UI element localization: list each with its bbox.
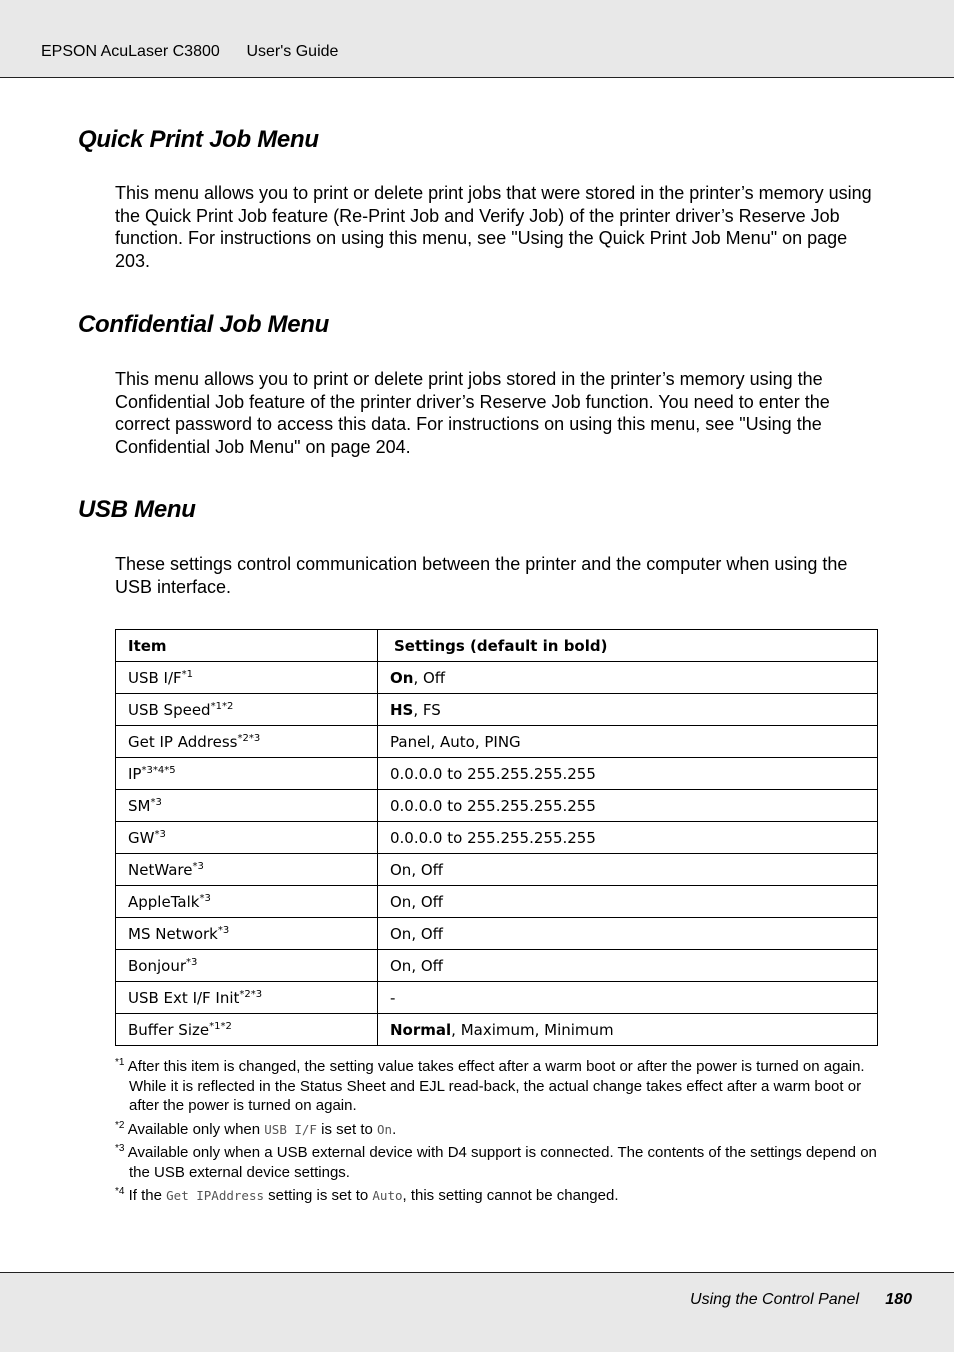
usb-settings-table [115, 629, 878, 1046]
table-row [116, 918, 878, 950]
item-name: USB Ext I/F Init [128, 988, 240, 1007]
footnote-ref: *3 [154, 828, 166, 840]
item-name: SM [128, 796, 151, 815]
page-number: 180 [885, 1291, 912, 1308]
cell-settings [378, 1014, 878, 1046]
code-on: On [377, 1121, 393, 1137]
table-row [116, 1014, 878, 1046]
footnote-ref: *1*2 [209, 1020, 232, 1032]
default-value: HS [390, 700, 414, 719]
item-name: IP [128, 764, 142, 783]
footnote-text: If the [128, 1187, 167, 1204]
cell-item [116, 822, 378, 854]
footer-section-title: Using the Control Panel [690, 1291, 859, 1308]
column-header-settings: Settings (default in bold) [378, 630, 878, 662]
table-row [116, 694, 878, 726]
footnote-ref: *3 [150, 796, 162, 808]
footnote-text: . [392, 1120, 397, 1138]
header-guide: User's Guide [246, 43, 339, 60]
cell-item [116, 662, 378, 694]
item-name: MS Network [128, 924, 218, 943]
table-row [116, 726, 878, 758]
other-values: On, Off [390, 892, 443, 911]
page-header [0, 0, 954, 78]
cell-item [116, 982, 378, 1014]
header-product: EPSON AcuLaser C3800 [41, 43, 220, 60]
footnote-text: After this item is changed, the setting value takes effect after a warm boot or after the power is turned on again. While it is reflected in the Status Sheet and EJL read-back, the actual change takes effect after a warm boot or after the power is turned on again. [127, 1058, 865, 1114]
other-values: On, Off [390, 956, 443, 975]
cell-settings [378, 694, 878, 726]
footnote-ref: *2*3 [239, 988, 263, 1000]
other-values: On, Off [390, 924, 443, 943]
item-name: Get IP Address [128, 732, 238, 751]
item-name: Bonjour [128, 956, 186, 975]
table-row [116, 950, 878, 982]
table-header-row [116, 630, 878, 662]
cell-item [116, 1014, 378, 1046]
table-row [116, 790, 878, 822]
footnote-text: Available only when a USB external device with D4 support is connected. The contents of the settings depend on the USB external device settings. [127, 1144, 877, 1181]
item-name: AppleTalk [128, 892, 200, 911]
cell-settings [378, 918, 878, 950]
page-footer [0, 1272, 954, 1352]
default-value: On [390, 668, 414, 687]
footnote-ref: *3 [192, 860, 204, 872]
other-values: 0.0.0.0 to 255.255.255.255 [390, 828, 596, 847]
other-values: , Off [413, 668, 446, 687]
cell-item [116, 918, 378, 950]
cell-settings [378, 982, 878, 1014]
other-values: On, Off [390, 860, 443, 879]
code-auto: Auto [372, 1188, 403, 1203]
code-usb-if: USB I/F [264, 1121, 317, 1137]
heading-confidential-job-menu: Confidential Job Menu [78, 311, 330, 338]
other-values: 0.0.0.0 to 255.255.255.255 [390, 796, 596, 815]
paragraph-usb-menu: These settings control communication between the printer and the computer when using the USB interface. [115, 554, 848, 597]
footnote-1 [115, 1057, 877, 1116]
footnote-text: is set to [316, 1120, 377, 1138]
cell-settings [378, 822, 878, 854]
table-body [116, 662, 878, 1046]
other-values: 0.0.0.0 to 255.255.255.255 [390, 764, 596, 783]
other-values: Panel, Auto, PING [390, 732, 521, 751]
table-row [116, 822, 878, 854]
item-name: NetWare [128, 860, 193, 879]
footnote-3 [115, 1143, 877, 1182]
footnote-4 [115, 1186, 877, 1206]
footnote-ref: *3 [199, 892, 211, 904]
item-name: Buffer Size [128, 1020, 210, 1039]
cell-settings [378, 950, 878, 982]
table-row [116, 982, 878, 1014]
column-header-item: Item [116, 630, 378, 662]
footnote-text: setting is set to [264, 1187, 373, 1204]
footnote-text: , this setting cannot be changed. [402, 1187, 619, 1204]
table-row [116, 854, 878, 886]
item-name: USB Speed [128, 700, 211, 719]
footnote-text: Available only when [127, 1120, 265, 1138]
cell-settings [378, 854, 878, 886]
table-row [116, 758, 878, 790]
paragraph-confidential-job: This menu allows you to print or delete print jobs stored in the printer’s memory using the Confidential Job feature of the printer driver’s Reserve Job function. You need to enter the correct password to access this data. For instructions on using this menu, see "Using the Confidential Job Menu" on page 204. [115, 369, 830, 457]
default-value: Normal [390, 1020, 452, 1039]
code-get-ipaddress: Get IPAddress [166, 1188, 264, 1203]
cell-item [116, 694, 378, 726]
cell-item [116, 854, 378, 886]
footnote-mark: *1 [115, 1057, 125, 1068]
cell-settings [378, 886, 878, 918]
other-values: - [390, 988, 396, 1007]
footnote-ref: *3 [186, 956, 198, 968]
footnote-2 [115, 1120, 877, 1140]
footnote-ref: *1 [181, 668, 194, 680]
footnote-mark: *3 [115, 1143, 125, 1154]
footnote-mark: *4 [115, 1186, 125, 1197]
other-values: , FS [413, 700, 441, 719]
cell-item [116, 726, 378, 758]
footnote-mark: *2 [115, 1119, 125, 1131]
cell-item [116, 758, 378, 790]
cell-settings [378, 662, 878, 694]
cell-settings [378, 758, 878, 790]
footnotes [115, 1057, 877, 1210]
item-name: USB I/F [128, 668, 182, 687]
cell-settings [378, 790, 878, 822]
cell-item [116, 950, 378, 982]
footnote-ref: *3*4*5 [141, 764, 176, 776]
cell-item [116, 790, 378, 822]
footnote-ref: *2*3 [237, 732, 261, 744]
cell-settings [378, 726, 878, 758]
footnote-ref: *1*2 [210, 700, 234, 712]
item-name: GW [128, 828, 155, 847]
heading-usb-menu: USB Menu [78, 496, 196, 523]
table-row [116, 662, 878, 694]
header-title [41, 43, 338, 61]
other-values: , Maximum, Minimum [451, 1020, 614, 1039]
cell-item [116, 886, 378, 918]
heading-quick-print-job-menu: Quick Print Job Menu [78, 126, 319, 153]
table-row [116, 886, 878, 918]
footnote-ref: *3 [217, 924, 230, 936]
paragraph-quick-print-job: This menu allows you to print or delete print jobs that were stored in the printer’s memory using the Quick Print Job feature (Re-Print Job and Verify Job) of the printer driver’s Reserve Job function. For instructions on using this menu, see "Using the Quick Print Job Menu" on page 203. [115, 183, 872, 271]
